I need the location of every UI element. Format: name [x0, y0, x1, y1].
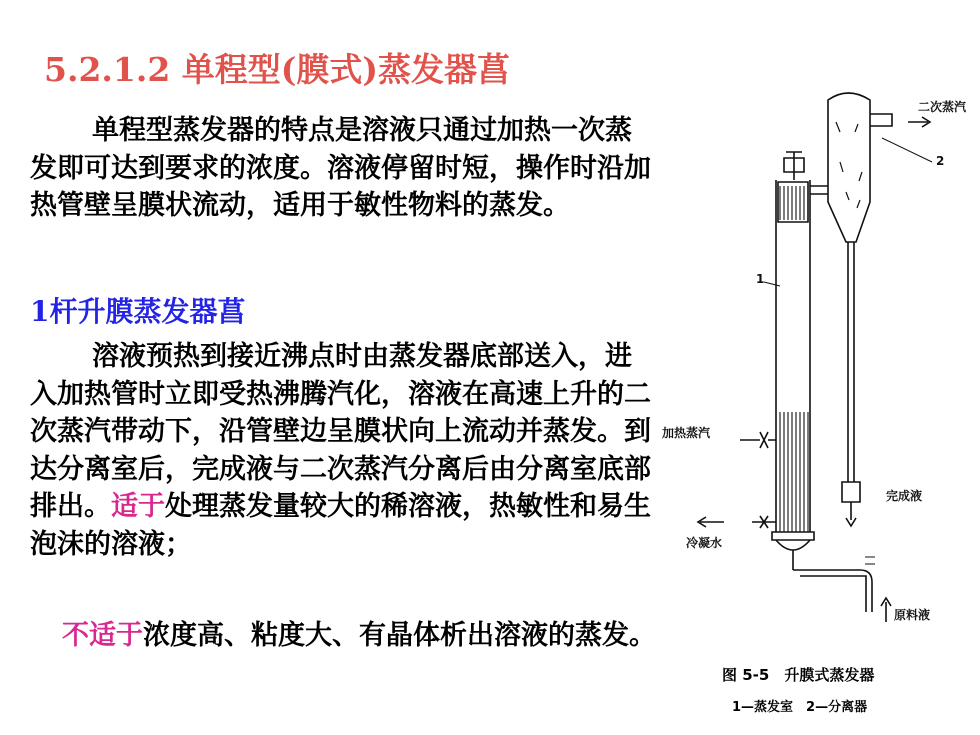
label-condensate: 冷凝水: [686, 536, 723, 550]
body-text-a: 溶液预热到接近沸点时由蒸发器底部送入，进入加热管时立即受热沸腾汽化，溶液在高速上升的二次蒸汽带动下，沿管壁边呈膜状向上流动并蒸发。到达分离室后，完成液与二次蒸汽分离后由分离室底部排出。: [30, 341, 651, 522]
label-num-2: 2: [936, 154, 945, 168]
body-paragraph: [30, 338, 658, 563]
evaporator-figure: [660, 82, 980, 642]
label-heating-steam: 加热蒸汽: [662, 426, 711, 440]
body-text-b: 处理蒸发量较大的稀溶液，热敏性和易生泡沫的溶液；: [30, 491, 651, 560]
label-raw-liquid: 原料液: [894, 608, 931, 622]
figure-subcaption: 1—蒸发室 2—分离器: [732, 700, 868, 715]
highlight-suitable: 适于: [111, 491, 165, 522]
intro-paragraph: [30, 112, 658, 225]
page-title: 5.2.1.2 单程型(膜式)蒸发器菖: [44, 50, 511, 89]
body-text-c: 浓度高、粘度大、有晶体析出溶液的蒸发。: [143, 620, 656, 651]
evaporator-diagram: [660, 82, 980, 642]
label-secondary-steam: 二次蒸汽: [918, 100, 967, 114]
label-num-1: 1: [756, 272, 765, 286]
unsuitable-paragraph: [30, 617, 658, 655]
intro-text: 单程型蒸发器的特点是溶液只通过加热一次蒸发即可达到要求的浓度。溶液停留时短，操作时沿加热管壁呈膜状流动，适用于敏性物料的蒸发。: [30, 115, 651, 221]
highlight-unsuitable: 不适于: [62, 620, 143, 651]
subheading: 1杆升膜蒸发器菖: [30, 295, 246, 328]
label-finished-liquid: 完成液: [886, 489, 923, 503]
figure-caption: 图 5-5 升膜式蒸发器: [722, 666, 875, 684]
